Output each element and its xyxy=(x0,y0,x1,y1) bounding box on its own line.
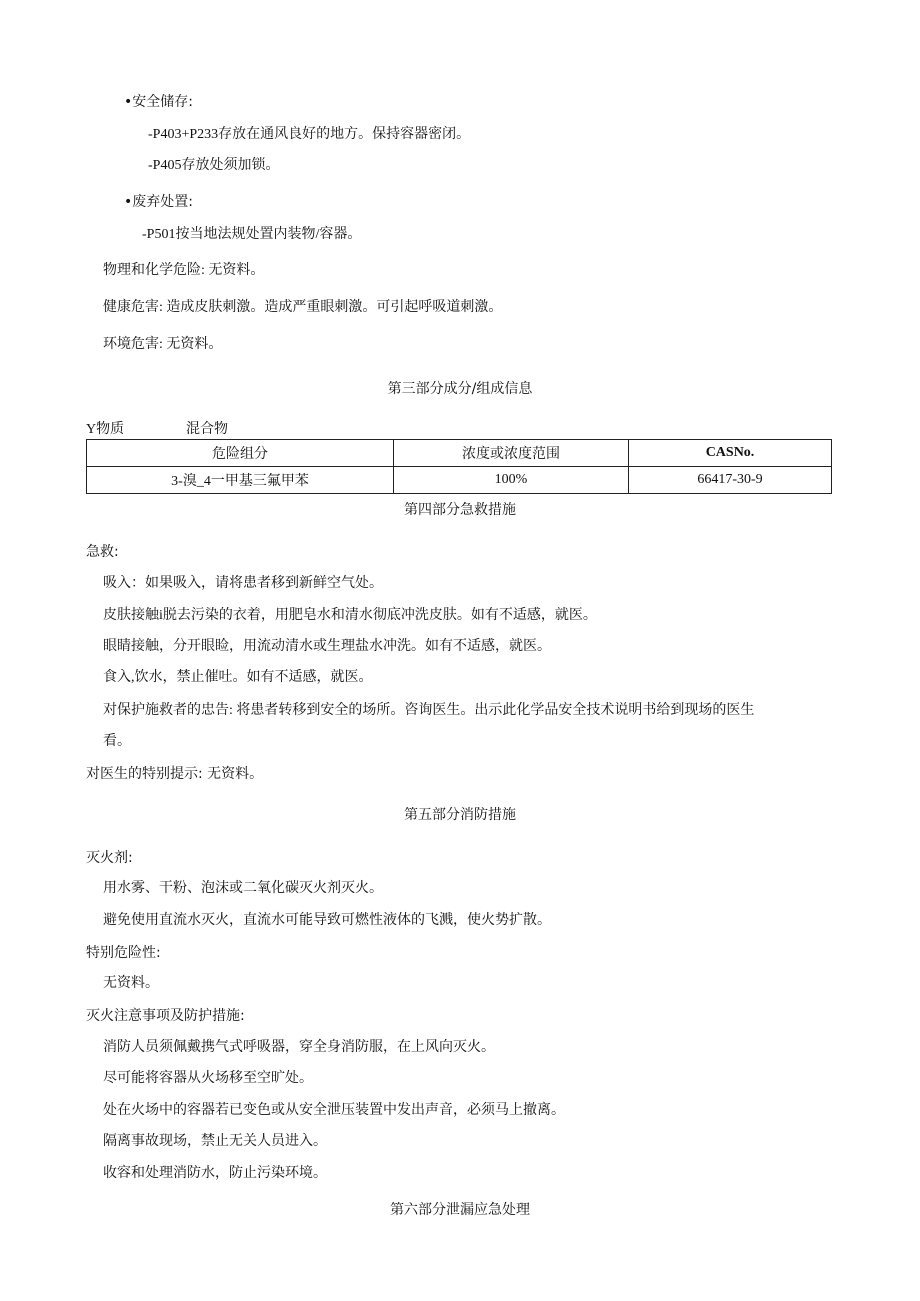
storage-item: -P403+P233存放在通风良好的地方。保持容器密闭。 xyxy=(148,127,471,142)
storage-title: •安全储存: xyxy=(124,94,193,110)
rescuer-advice-cont: 看。 xyxy=(103,734,131,749)
health-hazard-text: : 造成皮肤刺激。造成严重眼刺激。可引起呼吸道刺激。 xyxy=(159,300,503,315)
eye-contact-label: 眼睛接触 xyxy=(103,638,159,654)
list-item: 处在火场中的容器若已变色或从安全泄压装置中发出声音，必须马上撤离。 xyxy=(103,1103,565,1118)
table-header: CASNo. xyxy=(629,440,832,467)
substance-type-value: 混合物 xyxy=(186,422,228,437)
section5-heading: 第五部分消防措施 xyxy=(404,807,516,823)
disposal-item: -P501按当地法规处置内装物/容器。 xyxy=(142,227,362,242)
list-item: 消防人员须佩戴携气式呼吸器，穿全身消防服，在上风向灭火。 xyxy=(103,1040,495,1055)
environment-hazard-text: : 无资料。 xyxy=(159,337,223,352)
extinguishing-agent-title: 灭火剂: xyxy=(86,850,133,866)
rescuer-advice-label: 对保护施救者的忠告 xyxy=(103,702,229,718)
substance-type-label: Y物质 xyxy=(86,422,125,437)
eye-contact-text: ，分开眼睑，用流动清水或生理盐水冲洗。如有不适感，就医。 xyxy=(159,639,551,654)
physical-hazard xyxy=(103,260,264,281)
storage-item: -P405存放处须加锁。 xyxy=(148,158,280,173)
table-cell: 100% xyxy=(394,467,629,494)
environment-hazard xyxy=(103,334,222,355)
table-cell: 66417-30-9 xyxy=(629,467,832,494)
list-item: 尽可能将容器从火场移至空旷处。 xyxy=(103,1071,313,1086)
physical-hazard-label: 物理和化学危险 xyxy=(103,262,201,278)
table-row xyxy=(87,467,832,494)
eye-contact xyxy=(103,636,551,657)
disposal-title: •废弃处置: xyxy=(124,194,193,210)
rescuer-advice-text: : 将患者转移到安全的场所。咨询医生。出示此化学品安全技术说明书给到现场的医生 xyxy=(229,703,755,718)
health-hazard-label: 健康危害 xyxy=(103,299,159,315)
table-header-row xyxy=(87,440,832,467)
doctor-note: 对医生的特别提示: 无资料。 xyxy=(86,766,264,782)
skin-contact-text: i脱去污染的衣着，用肥皂水和清水彻底冲洗皮肤。如有不适感，就医。 xyxy=(159,608,597,623)
skin-contact-label: 皮肤接触 xyxy=(103,607,159,623)
list-item: 用水雾、干粉、泡沫或二氧化碳灭火剂灭火。 xyxy=(103,881,383,896)
section6-heading: 第六部分泄漏应急处理 xyxy=(390,1202,530,1218)
section4-heading: 第四部分急救措施 xyxy=(404,502,516,518)
skin-contact xyxy=(103,605,597,626)
list-item: 收容和处理消防水，防止污染环境。 xyxy=(103,1166,327,1181)
list-item: 避免使用直流水灭火，直流水可能导致可燃性液体的飞溅，使火势扩散。 xyxy=(103,913,551,928)
health-hazard xyxy=(103,297,502,318)
special-hazard-title: 特别危险性: xyxy=(86,945,161,961)
list-item: 隔离事故现场，禁止无关人员进入。 xyxy=(103,1134,327,1149)
ingestion xyxy=(103,667,373,688)
inhalation-text: 吸入：如果吸入，请将患者移到新鲜空气处。 xyxy=(103,576,383,591)
ingestion-label: 食入 xyxy=(103,669,131,685)
firefighting-precautions-title: 灭火注意事项及防护措施: xyxy=(86,1008,245,1024)
table-header: 危险组分 xyxy=(87,440,394,467)
ingestion-text: ,饮水，禁止催吐。如有不适感，就医。 xyxy=(131,670,373,685)
rescuer-advice xyxy=(103,700,754,721)
table-cell: 3-溴_4一甲基三氟甲苯 xyxy=(87,467,394,494)
physical-hazard-text: : 无资料。 xyxy=(201,263,265,278)
table-header: 浓度或浓度范围 xyxy=(394,440,629,467)
first-aid-title: 急救: xyxy=(86,544,119,560)
section3-heading: 第三部分成分/组成信息 xyxy=(387,381,533,397)
composition-table xyxy=(86,439,832,494)
environment-hazard-label: 环境危害 xyxy=(103,336,159,352)
list-item: 无资料。 xyxy=(103,976,159,991)
